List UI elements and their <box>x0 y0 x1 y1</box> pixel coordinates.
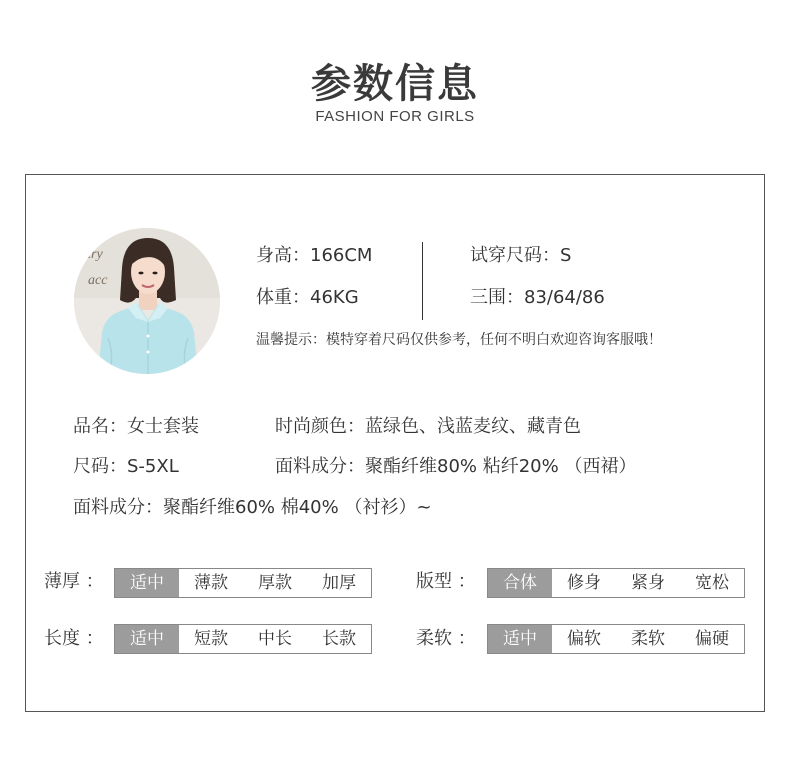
model-measurements: 三围：83/64/86 <box>470 287 605 308</box>
page-subtitle: FASHION FOR GIRLS <box>315 108 475 125</box>
length-scale <box>114 624 372 654</box>
length-label: 长度 ： <box>44 628 104 649</box>
product-size: 尺码：S-5XL <box>73 456 179 477</box>
thickness-label: 薄厚 ： <box>44 571 104 592</box>
fit-option: 修身 <box>567 573 601 593</box>
fit-option: 合体 <box>488 569 552 597</box>
length-option: 短款 <box>194 629 228 649</box>
softness-label: 柔软 ： <box>416 628 476 649</box>
thickness-option: 薄款 <box>194 573 228 593</box>
fit-scale <box>487 568 745 598</box>
fabric-shirt: 面料成分：聚酯纤维60% 棉40% （衬衫）~ <box>73 497 432 518</box>
page-title: 参数信息 <box>311 61 479 107</box>
model-trial-size: 试穿尺码：S <box>470 245 572 266</box>
product-name: 品名：女士套装 <box>73 416 199 437</box>
model-weight: 体重：46KG <box>256 287 359 308</box>
fit-label: 版型 ： <box>416 571 476 592</box>
fit-option: 宽松 <box>695 573 729 593</box>
model-height: 身高：166CM <box>256 245 373 266</box>
softness-option: 偏硬 <box>695 629 729 649</box>
softness-option: 适中 <box>488 625 552 653</box>
stats-divider <box>422 242 423 320</box>
thickness-scale <box>114 568 372 598</box>
model-photo <box>74 228 220 374</box>
thickness-option: 适中 <box>115 569 179 597</box>
thickness-option: 厚款 <box>258 573 292 593</box>
softness-option: 柔软 <box>631 629 665 649</box>
fit-option: 紧身 <box>631 573 665 593</box>
length-option: 中长 <box>258 629 292 649</box>
softness-option: 偏软 <box>567 629 601 649</box>
size-tip: 温馨提示：模特穿着尺码仅供参考，任何不明白欢迎咨询客服哦！ <box>256 332 662 348</box>
length-option: 适中 <box>115 625 179 653</box>
backdrop-text-1: ury <box>84 247 103 262</box>
thickness-option: 加厚 <box>322 573 356 593</box>
backdrop-text-2: acc <box>88 273 108 288</box>
length-option: 长款 <box>322 629 356 649</box>
fabric-skirt: 面料成分：聚酯纤维80% 粘纤20% （西裙） <box>275 456 637 477</box>
product-colors: 时尚颜色：蓝绿色、浅蓝麦纹、藏青色 <box>275 416 581 437</box>
softness-scale <box>487 624 745 654</box>
